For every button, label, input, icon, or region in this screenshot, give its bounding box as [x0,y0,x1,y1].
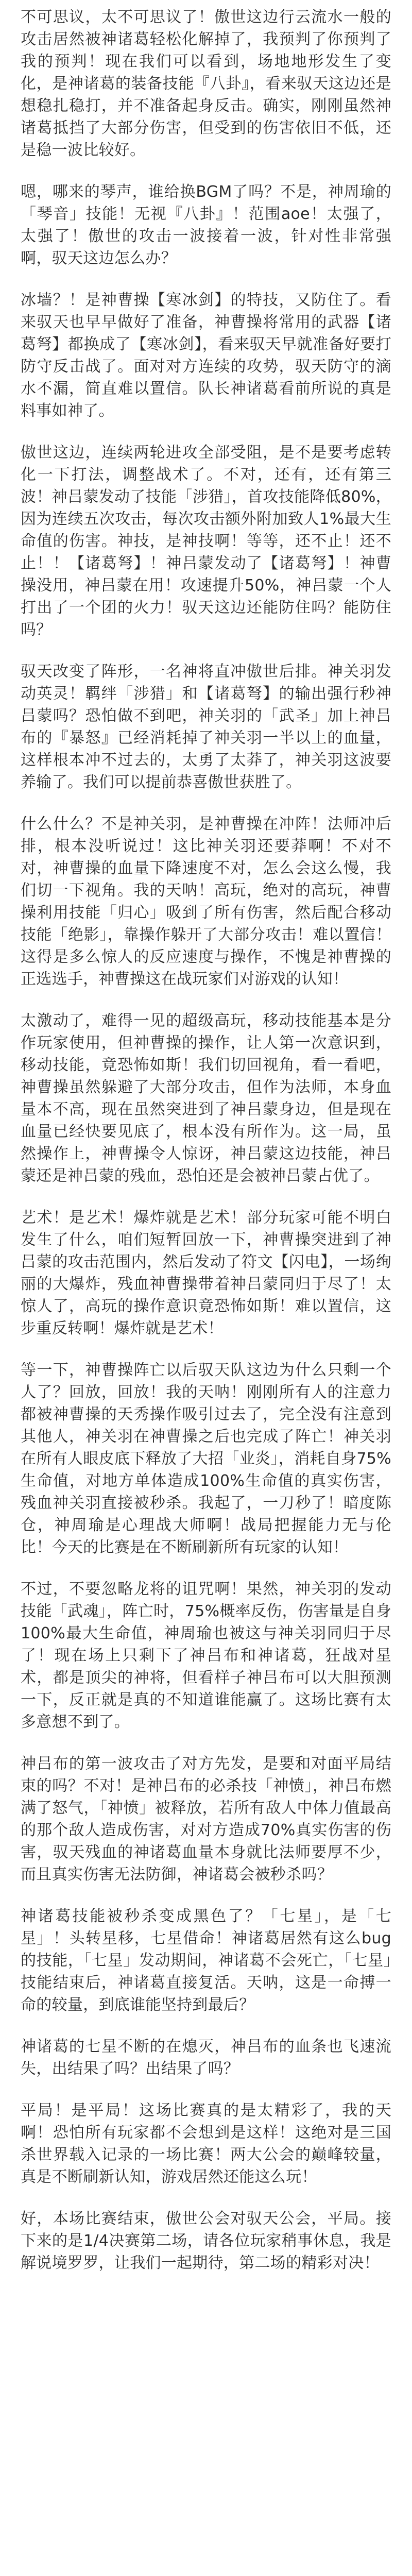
article-paragraph-12: 神诸葛技能被秒杀变成黑色了？「七星」，是「七星」！头转星移，七星借命！神诸葛居然有这么bug的技能，「七星」发动期间，神诸葛不会死亡，「七星」技能结束后，神诸葛直接复活。天呐，这是一命搏一命的较量，到底谁能坚持到最后？ [21,1907,391,2014]
article-paragraph-10: 不过，不要忽略龙将的诅咒啊！果然，神关羽的发动技能「武魂」，阵亡时，75%概率反伤，伤害量是自身100%最大生命值，神周瑜也被这与神关羽同归于尽了！现在场上只剩下了神吕布和神诸葛，狂战对星术，都是顶尖的神将，但看样子神吕布可以大胆预测一下，反正就是真的不知道谁能赢了。这场比赛有太多意想不到了。 [21,1580,391,1731]
article-paragraph-7: 太激动了，难得一见的超级高玩，移动技能基本是分作玩家使用，但神曹操的操作，让人第一次意识到，移动技能，竟恐怖如斯！我们切回视角，看一看吧，神曹操虽然躲避了大部分攻击，但作为法师，本身血量本不高，现在虽然突进到了神吕蒙身边，但是现在血量已经快要见底了，根本没有所作为。这一局，虽然操作上，神曹操令人惊讶，神吕蒙这边技能，神吕蒙还是神吕蒙的残血，恐怕还是会被神吕蒙占优了。 [21,1012,391,1185]
article-paragraph-11: 神吕布的第一波攻击了对方先发，是要和对面平局结束的吗？不对！是神吕布的必杀技「神愤」，神吕布燃满了怒气，「神愤」被释放，若所有敌人中体力值最高的那个敌人造成伤害，对对方造成70%真实伤害的伤害，驭天残血的神诸葛血量本身就比法师要厚不少，而且真实伤害无法防御，神诸葛会被秒杀吗？ [21,1755,391,1884]
article-paragraph-5: 驭天改变了阵形，一名神将直冲傲世后排。神关羽发动英灵！羁绊「涉猎」和【诸葛弩】的输出强行秒神吕蒙吗？恐怕做不到吧，神关羽的「武圣」加上神吕布的『暴怒』已经消耗掉了神关羽一半以上的血量，这样根本冲不过去的，太勇了太莽了，神关羽这波要养输了。我们可以提前恭喜傲世获胜了。 [21,663,391,791]
article-paragraph-1: 不可思议，太不可思议了！傲世这边行云流水一般的攻击居然被神诸葛轻松化解掉了，我预判了你预判了我的预判！现在我们可以看到，场地地形发生了变化，是神诸葛的装备技能『八卦』，看来驭天这边还是想稳扎稳打，并不准备起身反击。确实，刚刚虽然神诸葛抵挡了大部分伤害，但受到的伤害依旧不低，还是稳一波比较好。 [21,8,391,159]
article-paragraph-6: 什么什么？不是神关羽，是神曹操在冲阵！法师冲后排，根本没听说过！这比神关羽还要莽啊！不对不对，神曹操的血量下降速度不对，怎么会这么慢，我们切一下视角。我的天呐！高玩，绝对的高玩，神曹操利用技能「归心」吸到了所有伤害，然后配合移动技能「绝影」，靠操作躲开了大部分攻击！难以置信！这得是多么惊人的反应速度与操作，不愧是神曹操的正选选手，神曹操这在战玩家们对游戏的认知！ [21,815,391,988]
article-paragraph-2: 嗯，哪来的琴声，谁给换BGM了吗？不是，神周瑜的「琴音」技能！无视『八卦』！范围aoe！太强了，太强了！傲世的攻击一波接着一波，针对性非常强啊，驭天这边怎么办？ [21,183,391,267]
article-paragraph-14: 平局！是平局！这场比赛真的是太精彩了，我的天啊！恐怕所有玩家都不会想到是这样！这绝对是三国杀世界载入记录的一场比赛！两大公会的巅峰较量，真是不断刷新认知，游戏居然还能这么玩！ [21,2102,391,2186]
article-paragraph-13: 神诸葛的七星不断的在熄灭，神吕布的血条也飞速流失，出结果了吗？出结果了吗？ [21,2038,391,2078]
article-paragraph-8: 艺术！是艺术！爆炸就是艺术！部分玩家可能不明白发生了什么，咱们短暂回放一下，神曹操突进到了神吕蒙的攻击范围内，然后发动了符文【闪电】，一场绚丽的大爆炸，残血神曹操带着神吕蒙同归于尽了！太惊人了，高玩的操作意识竟恐怖如斯！难以置信，这步重反转啊！爆炸就是艺术！ [21,1209,391,1337]
article-paragraph-15: 好，本场比赛结束，傲世公会对驭天公会，平局。接下来的是1/4决赛第二场，请各位玩家稍事休息，我是解说境罗罗，让我们一起期待，第二场的精彩对决！ [21,2210,391,2272]
article-paragraph-3: 冰墙？！是神曹操【寒冰剑】的特技，又防住了。看来驭天也早早做好了准备，神曹操将常用的武器【诸葛弩】都换成了【寒冰剑】，看来驭天早就准备好要打防守反击战了。面对对方连续的攻势，驭天防守的滴水不漏，简直难以置信。队长神诸葛看前所说的真是料事如神了。 [21,291,391,420]
article-paragraph-4: 傲世这边，连续两轮进攻全部受阻，是不是要考虑转化一下打法，调整战术了。不对，还有，还有第三波！神吕蒙发动了技能「涉猎」，首攻技能降低80%，因为连续五次攻击，每次攻击额外附加致人1%最大生命值的伤害。神技，是神技啊！等等，还不止！还不止！！【诸葛弩】！神吕蒙发动了【诸葛弩】！神曹操没用，神吕蒙在用！攻速提升50%，神吕蒙一个人打出了一个团的火力！驭天这边还能防住吗？能防住吗？ [21,444,391,639]
article-paragraph-9: 等一下，神曹操阵亡以后驭天队这边为什么只剩一个人了？回放，回放！我的天呐！刚刚所有人的注意力都被神曹操的天秀操作吸引过去了，完全没有注意到其他人，神关羽在神曹操之后也完成了阵亡！神关羽在所有人眼皮底下释放了大招「业炎」，消耗自身75%生命值，对地方单体造成100%生命值的真实伤害，残血神关羽直接被秒杀。我起了，一刀秒了！暗度陈仓，神周瑜是心理战大师啊！战局把握能力无与伦比！今天的比赛是在不断刷新所有玩家的认知！ [21,1361,391,1556]
